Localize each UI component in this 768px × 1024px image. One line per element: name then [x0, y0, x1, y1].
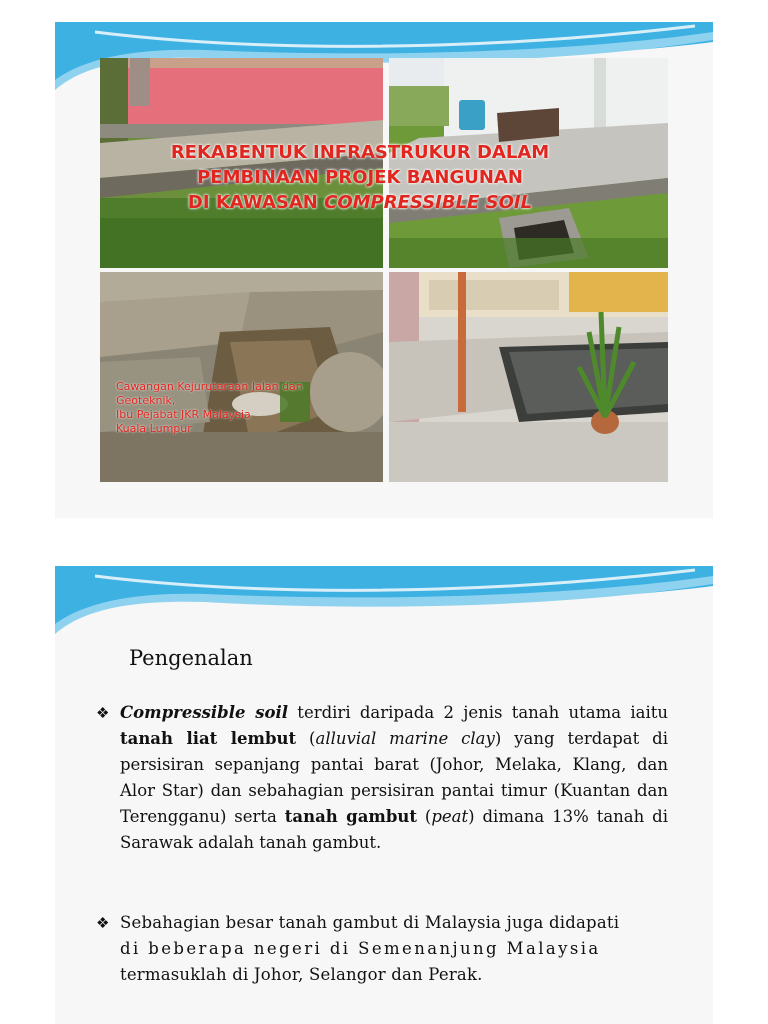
diamond-bullet-icon: ❖: [96, 914, 110, 932]
b1-text-a: terdiri daripada 2 jenis tanah utama iaitu: [288, 703, 668, 722]
title-line-3-prefix: DI KAWASAN: [187, 192, 325, 213]
b1-text-d: (: [417, 807, 432, 826]
term-alluvial-marine-clay: alluvial marine clay: [315, 729, 495, 748]
term-soft-clay: tanah liat lembut: [120, 729, 297, 748]
bullet-2-text: [120, 910, 668, 988]
term-compressible-soil: Compressible soil: [120, 703, 289, 722]
b2-line-3: termasuklah di Johor, Selangor dan Perak.: [120, 965, 483, 984]
b1-text-b: (: [296, 729, 316, 748]
term-peat: peat: [431, 807, 469, 826]
b1-text-c: ) yang terdapat di persisiran sepanjang pantai barat (Johor, Melaka, Klang, dan Alor Star) dan sebahagian persisiran pantai timur (Kuantan dan Terengganu) serta: [120, 729, 669, 826]
bullet-compressible-soil: [96, 700, 668, 856]
wave-banner-2: [55, 566, 713, 636]
slide-title: [100, 140, 620, 215]
b2-line-2: di beberapa negeri di Semenanjung Malaysia: [120, 939, 601, 958]
title-line-3: [100, 190, 620, 215]
diamond-bullet-icon: ❖: [96, 704, 110, 722]
section-heading: Pengenalan: [129, 646, 253, 670]
title-line-2: PEMBINAAN PROJEK BANGUNAN: [197, 167, 523, 188]
title-line-1: REKABENTUK INFRASTRUKUR DALAM: [170, 142, 550, 163]
photo-cracked-drain: [100, 272, 383, 482]
bullet-1-text: [120, 700, 668, 856]
b2-line-1: Sebahagian besar tanah gambut di Malaysia juga didapati: [120, 913, 620, 932]
photo-corridor-plant: [389, 272, 668, 482]
credit-line-2: Geoteknik,: [116, 394, 176, 407]
credits-block: [116, 380, 366, 436]
title-line-3-italic: COMPRESSIBLE SOIL: [324, 192, 533, 213]
b1-text-e: ) dimana 13% tanah di Sarawak adalah tanah gambut.: [120, 807, 669, 852]
credit-line-1: Cawangan Kejuruteraan Jalan dan: [116, 380, 303, 393]
credit-line-3: Ibu Pejabat JKR Malaysia: [116, 408, 251, 421]
term-peat-soil: tanah gambut: [284, 807, 418, 826]
credit-line-4: Kuala Lumpur: [116, 422, 192, 435]
bullet-peat-distribution: [96, 910, 668, 988]
